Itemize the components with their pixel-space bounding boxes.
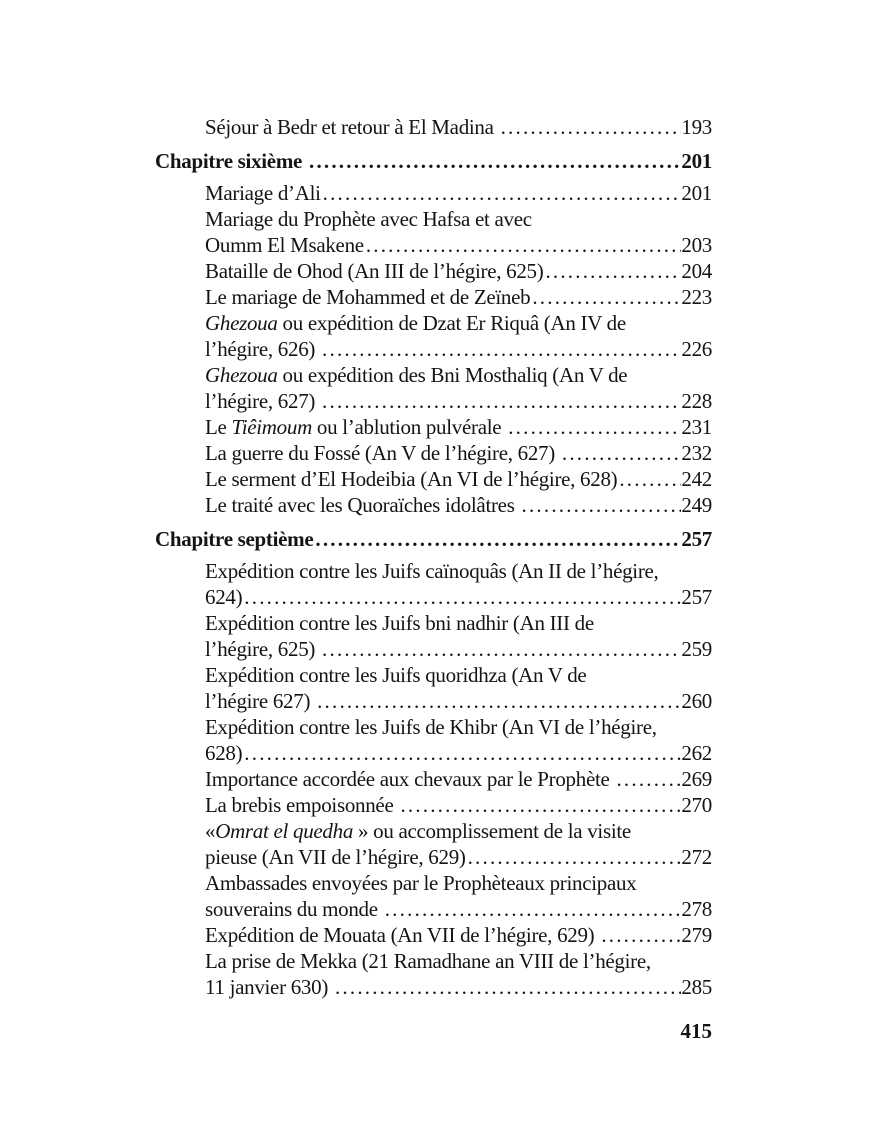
toc-entry-text-segment: Expédition contre les Juifs caïnoquâs (An II de l’hégire, (205, 559, 659, 583)
toc-entry-text (205, 232, 364, 258)
toc-page-number: 259 (681, 637, 712, 661)
toc-page-number: 257 (681, 527, 712, 551)
toc-entry-text (205, 180, 321, 206)
toc-entry-text (205, 792, 398, 818)
toc-leader-dots (532, 284, 681, 310)
toc-page-number: 201 (681, 181, 712, 205)
toc-entry-text-segment: » ou accomplissement de la visite (353, 819, 631, 843)
toc-entry-text (205, 492, 520, 518)
toc-leader-dots (366, 232, 682, 258)
toc-entry-text (205, 258, 543, 284)
toc-entry-text-segment: Expédition contre les Juifs de Khibr (An VI de l’hégire, (205, 715, 657, 739)
toc-section-entry (155, 870, 712, 896)
toc-entry-text (205, 740, 242, 766)
toc-leader-dots (508, 414, 681, 440)
toc-page-number: 279 (681, 923, 712, 947)
toc-entry-text-segment: pieuse (An VII de l’hégire, 629) (205, 845, 466, 869)
toc-entry-text-segment: 624) (205, 585, 243, 609)
toc-entry-text-segment: Expédition contre les Juifs quoridhza (An V de (205, 663, 587, 687)
toc-leader-dots (601, 922, 681, 948)
toc-entry-text (205, 766, 614, 792)
toc-entry-text (205, 896, 383, 922)
toc-section-entry (155, 610, 712, 636)
toc-page-number: 242 (681, 467, 712, 491)
toc-section-entry (155, 766, 712, 792)
toc-page-number: 231 (681, 415, 712, 439)
toc-page-number: 260 (681, 689, 712, 713)
toc-section-entry (155, 232, 712, 258)
toc-page-number: 228 (681, 389, 712, 413)
toc-page-number: 201 (681, 149, 712, 173)
toc-entry-text (205, 206, 532, 232)
toc-entry-text-segment: « (205, 819, 216, 843)
toc-entry-text-segment: Bataille de Ohod (An III de l’hégire, 625) (205, 259, 544, 283)
toc-leader-dots (501, 114, 682, 140)
toc-entry-text (205, 714, 657, 740)
toc-page-number: 203 (681, 233, 712, 257)
toc-chapter-entry (155, 526, 712, 552)
toc-section-entry (155, 818, 712, 844)
toc-entry-text (205, 948, 651, 974)
toc-entry-text-segment: Expédition de Mouata (An VII de l’hégire, 629) (205, 923, 600, 947)
toc-leader-dots (522, 492, 682, 518)
toc-page-number: 285 (681, 975, 712, 999)
toc-section-entry (155, 584, 712, 610)
toc-leader-dots (562, 440, 681, 466)
toc-entry-text-segment: Le serment d’El Hodeibia (An VI de l’hégire, 628) (205, 467, 618, 491)
toc-entry-text (205, 440, 560, 466)
toc-section-entry (155, 206, 712, 232)
toc-leader-dots (315, 526, 681, 552)
toc-leader-dots (244, 740, 681, 766)
toc-section-entry (155, 948, 712, 974)
toc-section-entry (155, 792, 712, 818)
toc-entry-italic-term: Ghezoua (205, 363, 278, 387)
toc-section-entry (155, 310, 712, 336)
toc-section-entry (155, 336, 712, 362)
toc-section-entry (155, 466, 712, 492)
toc-page-number: 204 (681, 259, 712, 283)
toc-page-number: 249 (681, 493, 712, 517)
toc-entry-text (155, 148, 307, 174)
toc-entry-text (205, 584, 242, 610)
toc-entry-text-segment: ou l’ablution pulvérale (311, 415, 507, 439)
toc-entry-text-segment: Mariage d’Ali (205, 181, 321, 205)
toc-entry-text-segment: Oumm El Msakene (205, 233, 364, 257)
toc-section-entry (155, 688, 712, 714)
toc-page-number: 269 (681, 767, 712, 791)
toc-entry-text (205, 362, 627, 388)
toc-page-number: 226 (681, 337, 712, 361)
toc-entry-text-segment: Chapitre sixième (155, 149, 307, 173)
toc-page-number: 270 (681, 793, 712, 817)
toc-entry-text (205, 974, 333, 1000)
toc-section-entry (155, 284, 712, 310)
toc-entry-italic-term: Omrat el quedha (215, 819, 354, 843)
toc-section-entry (155, 492, 712, 518)
toc-leader-dots (468, 844, 682, 870)
toc-page-number: 262 (681, 741, 712, 765)
toc-entry-italic-term: Ghezoua (205, 311, 278, 335)
toc-entry-text-segment: Ambassades envoyées par le Prophèteaux principaux (205, 871, 637, 895)
toc-entry-text (205, 922, 599, 948)
toc-leader-dots (317, 688, 681, 714)
toc-page-number: 257 (681, 585, 712, 609)
toc-section-entry (155, 922, 712, 948)
toc-leader-dots (619, 466, 681, 492)
toc-entry-text-segment: Chapitre septième (155, 527, 314, 551)
toc-entry-text-segment: 628) (205, 741, 243, 765)
toc-section-entry (155, 258, 712, 284)
toc-entry-text (205, 636, 320, 662)
toc-entry-text (205, 114, 499, 140)
toc-page-number: 278 (681, 897, 712, 921)
toc-entry-text-segment: Expédition contre les Juifs bni nadhir (An III de (205, 611, 594, 635)
toc-section-entry (155, 636, 712, 662)
toc-entry-text-segment: La brebis empoisonnée (205, 793, 399, 817)
toc-entry-text-segment: 11 janvier 630) (205, 975, 333, 999)
toc-entry-text (205, 336, 320, 362)
toc-entry-text (205, 870, 636, 896)
toc-entry-text (205, 414, 506, 440)
toc-entry-text-segment: ou expédition de Dzat Er Riquâ (An IV de (277, 311, 626, 335)
toc-entry-text (155, 526, 313, 552)
toc-section-entry (155, 844, 712, 870)
toc-entry-text-segment: l’hégire, 625) (205, 637, 321, 661)
toc-entry-text (205, 388, 320, 414)
toc-entry-text (205, 558, 659, 584)
toc-section-entry (155, 440, 712, 466)
page-number: 415 (680, 1019, 712, 1043)
toc-entry-text-segment: l’hégire, 627) (205, 389, 321, 413)
toc-entry-italic-term: Tiêimoum (231, 415, 312, 439)
toc-section-entry (155, 414, 712, 440)
toc-section-entry (155, 362, 712, 388)
toc-section-entry (155, 662, 712, 688)
toc-entry-text (205, 688, 315, 714)
toc-leader-dots (385, 896, 682, 922)
toc-section-entry (155, 896, 712, 922)
toc-entry-text (205, 662, 586, 688)
toc-section-entry (155, 388, 712, 414)
toc-leader-dots (244, 584, 681, 610)
toc-entry-text (205, 844, 466, 870)
toc-entry-text (205, 466, 617, 492)
toc-leader-dots (322, 336, 681, 362)
table-of-contents (155, 114, 712, 1000)
toc-section-entry (155, 714, 712, 740)
toc-section-entry (155, 558, 712, 584)
toc-leader-dots (322, 388, 681, 414)
toc-section-entry (155, 180, 712, 206)
toc-entry-text (205, 610, 594, 636)
toc-entry-text-segment: Le mariage de Mohammed et de Zeïneb (205, 285, 531, 309)
toc-entry-text (205, 284, 530, 310)
toc-entry-text-segment: Importance accordée aux chevaux par le Prophète (205, 767, 615, 791)
toc-page-number: 232 (681, 441, 712, 465)
toc-page-number: 223 (681, 285, 712, 309)
toc-leader-dots (323, 180, 682, 206)
toc-entry-text-segment: l’hégire 627) (205, 689, 316, 713)
toc-section-entry (155, 974, 712, 1000)
toc-entry-text (205, 818, 631, 844)
toc-leader-dots (545, 258, 681, 284)
toc-entry-text (205, 310, 626, 336)
toc-entry-text-segment: Séjour à Bedr et retour à El Madina (205, 115, 499, 139)
toc-entry-text-segment: La guerre du Fossé (An V de l’hégire, 627) (205, 441, 560, 465)
toc-section-entry (155, 740, 712, 766)
toc-leader-dots (335, 974, 681, 1000)
toc-entry-text-segment: souverains du monde (205, 897, 383, 921)
toc-entry-text-segment: l’hégire, 626) (205, 337, 321, 361)
toc-entry-text-segment: ou expédition des Bni Mosthaliq (An V de (277, 363, 628, 387)
toc-leader-dots (400, 792, 681, 818)
toc-leader-dots (616, 766, 681, 792)
toc-page-number: 272 (681, 845, 712, 869)
toc-chapter-entry (155, 148, 712, 174)
toc-leader-dots (322, 636, 681, 662)
toc-section-entry (155, 114, 712, 140)
toc-page-number: 193 (681, 115, 712, 139)
toc-entry-text-segment: La prise de Mekka (21 Ramadhane an VIII de l’hégire, (205, 949, 651, 973)
toc-leader-dots (309, 148, 681, 174)
toc-entry-text-segment: Mariage du Prophète avec Hafsa et avec (205, 207, 532, 231)
toc-entry-text-segment: Le traité avec les Quoraïches idolâtres (205, 493, 520, 517)
toc-entry-text-segment: Le (205, 415, 232, 439)
